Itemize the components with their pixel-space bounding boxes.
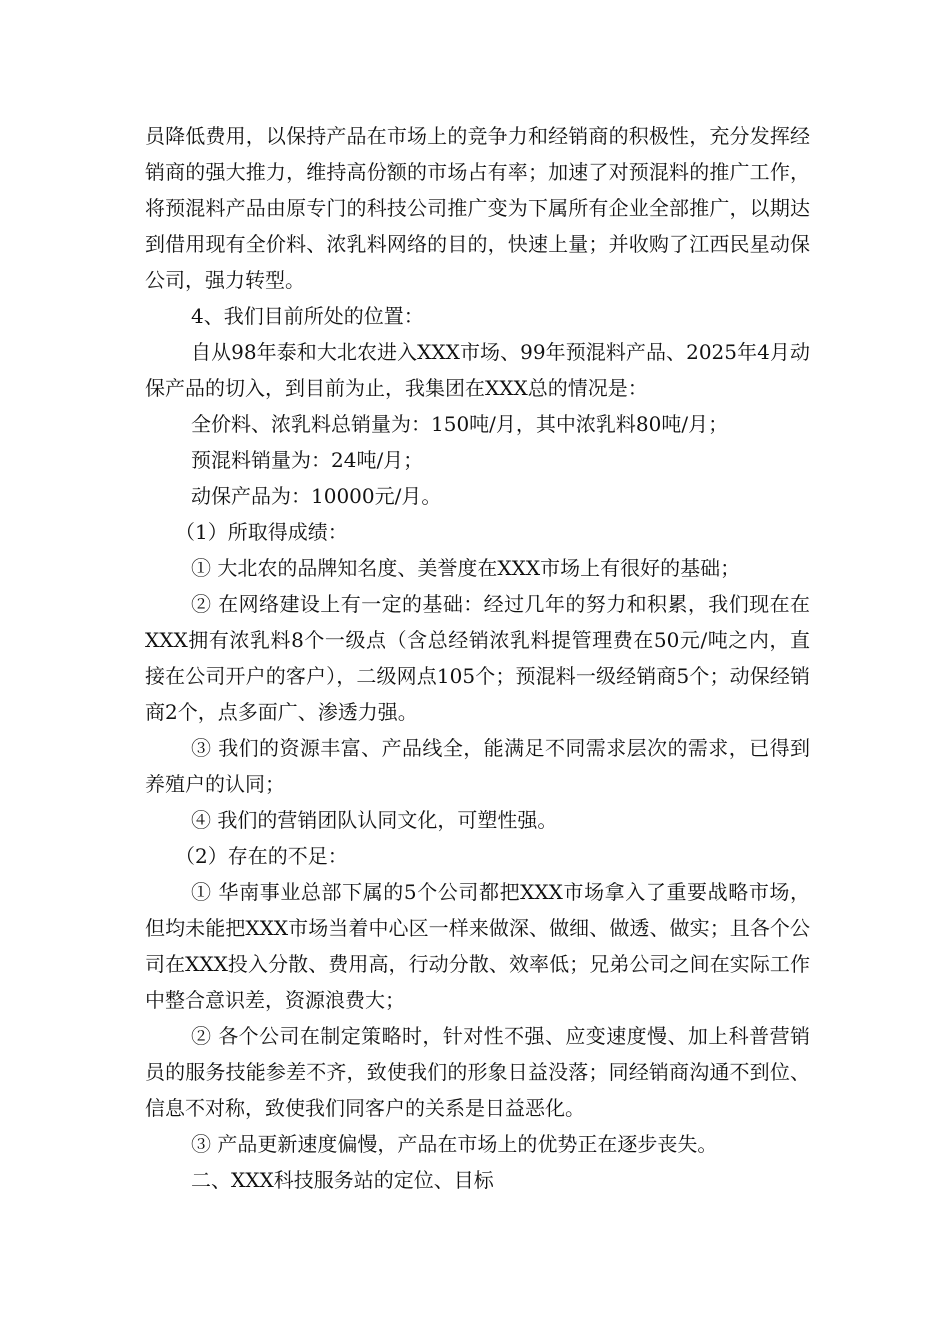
document-body <box>145 118 810 1198</box>
subheading-shortcomings: （2）存在的不足： <box>175 844 348 868</box>
list-item-shortcoming-2: ② 各个公司在制定策略时，针对性不强、应变速度慢、加上科普营销员的服务技能参差不齐，致使我们的形象日益没落；同经销商沟通不到位、信息不对称，致使我们同客户的关系是日益恶化。 <box>145 1024 810 1120</box>
paragraph-animal-health-sales: 动保产品为：10000元/月。 <box>191 484 442 508</box>
list-item-achievement-2: ② 在网络建设上有一定的基础：经过几年的努力和积累，我们现在在XXX拥有浓乳料8个一级点（含总经销浓乳料提管理费在50元/吨之内，直接在公司开户的客户），二级网点105个；预混料一级经销商5个；动保经销商2个，点多面广、渗透力强。 <box>145 592 810 724</box>
section-heading-station-positioning: 二、XXX科技服务站的定位、目标 <box>191 1168 494 1192</box>
list-item-achievement-1: ① 大北农的品牌知名度、美誉度在XXX市场上有很好的基础； <box>191 556 741 580</box>
list-item-shortcoming-3: ③ 产品更新速度偏慢，产品在市场上的优势正在逐步丧失。 <box>191 1132 718 1156</box>
paragraph-market-entry: 自从98年泰和大北农进入XXX市场、99年预混料产品、2025年4月动保产品的切入，到目前为止，我集团在XXX总的情况是： <box>145 340 810 400</box>
paragraph-premix-sales: 预混料销量为：24吨/月； <box>191 448 424 472</box>
list-item-shortcoming-1: ① 华南事业总部下属的5个公司都把XXX市场拿入了重要战略市场，但均未能把XXX市场当着中心区一样来做深、做细、做透、做实；且各个公司在XXX投入分散、费用高，行动分散、效率低；兄弟公司之间在实际工作中整合意识差，资源浪费大； <box>145 880 810 1012</box>
list-item-achievement-3: ③ 我们的资源丰富、产品线全，能满足不同需求层次的需求，已得到养殖户的认同； <box>145 736 810 796</box>
list-item-achievement-4: ④ 我们的营销团队认同文化，可塑性强。 <box>191 808 558 832</box>
paragraph-continuation: 员降低费用，以保持产品在市场上的竞争力和经销商的积极性，充分发挥经销商的强大推力，维持高份额的市场占有率；加速了对预混料的推广工作，将预混料产品由原专门的科技公司推广变为下属所有企业全部推广，以期达到借用现有全价料、浓乳料网络的目的，快速上量；并收购了江西民星动保公司，强力转型。 <box>145 124 810 292</box>
paragraph-feed-sales: 全价料、浓乳料总销量为：150吨/月，其中浓乳料80吨/月； <box>191 412 729 436</box>
section-heading-current-position: 4、我们目前所处的位置： <box>191 304 424 328</box>
subheading-achievements: （1）所取得成绩： <box>175 520 348 544</box>
